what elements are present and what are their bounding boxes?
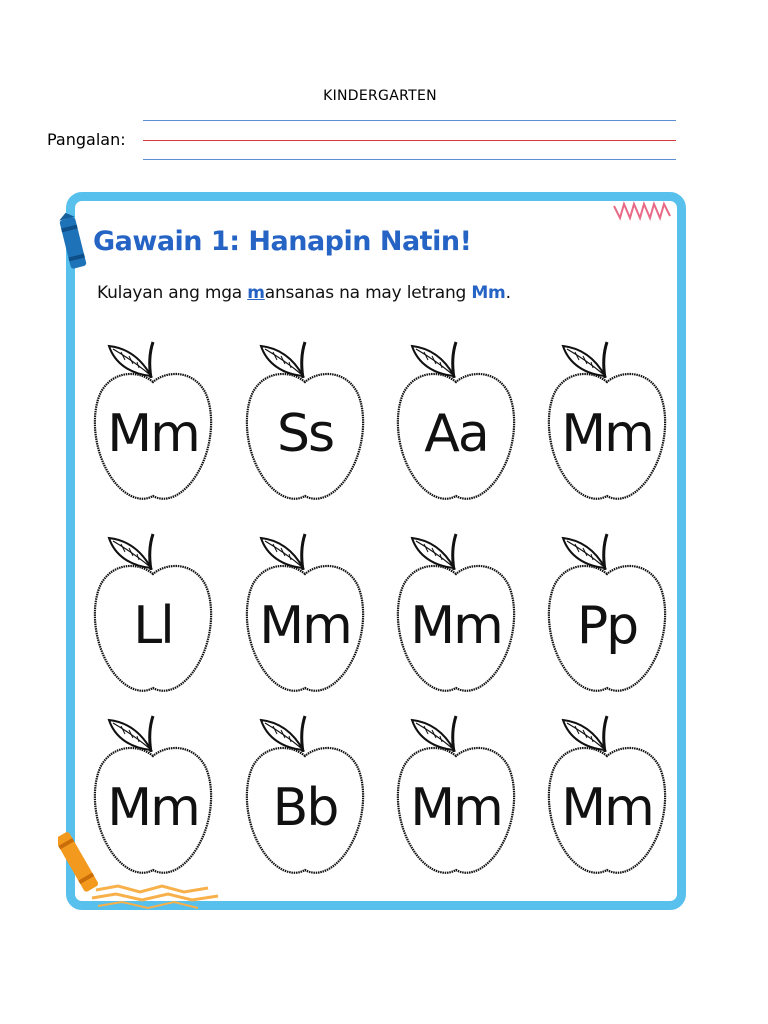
instruction-target-letters: Mm	[471, 283, 506, 303]
blue-crayon-icon	[58, 212, 88, 274]
worksheet-title: Gawain 1: Hanapin Natin!	[93, 226, 472, 257]
apple-letters: Bb	[272, 778, 338, 838]
apple-item[interactable]	[243, 710, 367, 882]
apple-item[interactable]	[545, 528, 669, 700]
apple-letters: Mm	[561, 404, 653, 464]
apple-item[interactable]	[545, 336, 669, 508]
name-label: Pangalan:	[47, 130, 126, 149]
apple-letters: Mm	[107, 778, 199, 838]
page-header-title: KINDERGARTEN	[323, 88, 437, 104]
apple-item[interactable]	[394, 528, 518, 700]
apple-letters: Ss	[276, 404, 334, 464]
apple-letters: Ll	[133, 596, 173, 656]
instruction-text-before: Kulayan ang mga	[97, 283, 248, 303]
apple-item[interactable]	[91, 528, 215, 700]
apple-letters: Mm	[259, 596, 351, 656]
name-writing-line-top	[143, 120, 676, 121]
apple-letters: Mm	[561, 778, 653, 838]
apple-letters: Mm	[410, 596, 502, 656]
instruction-highlight-letter: m	[247, 283, 265, 303]
instruction-text-middle: ansanas na may letrang	[264, 283, 472, 303]
apple-item[interactable]	[243, 528, 367, 700]
apple-item[interactable]	[394, 336, 518, 508]
apple-letters: Aa	[424, 404, 488, 464]
worksheet-instruction	[97, 283, 511, 303]
scribble-decoration-icon	[610, 198, 674, 224]
apple-letters: Pp	[576, 596, 638, 656]
apple-item[interactable]	[545, 710, 669, 882]
apple-item[interactable]	[91, 710, 215, 882]
apple-letters: Mm	[107, 404, 199, 464]
instruction-text-after: .	[505, 283, 511, 303]
name-writing-line-bottom	[143, 159, 676, 160]
apple-item[interactable]	[91, 336, 215, 508]
apple-letters: Mm	[410, 778, 502, 838]
name-writing-line-middle[interactable]	[143, 140, 676, 141]
apple-item[interactable]	[243, 336, 367, 508]
apple-item[interactable]	[394, 710, 518, 882]
